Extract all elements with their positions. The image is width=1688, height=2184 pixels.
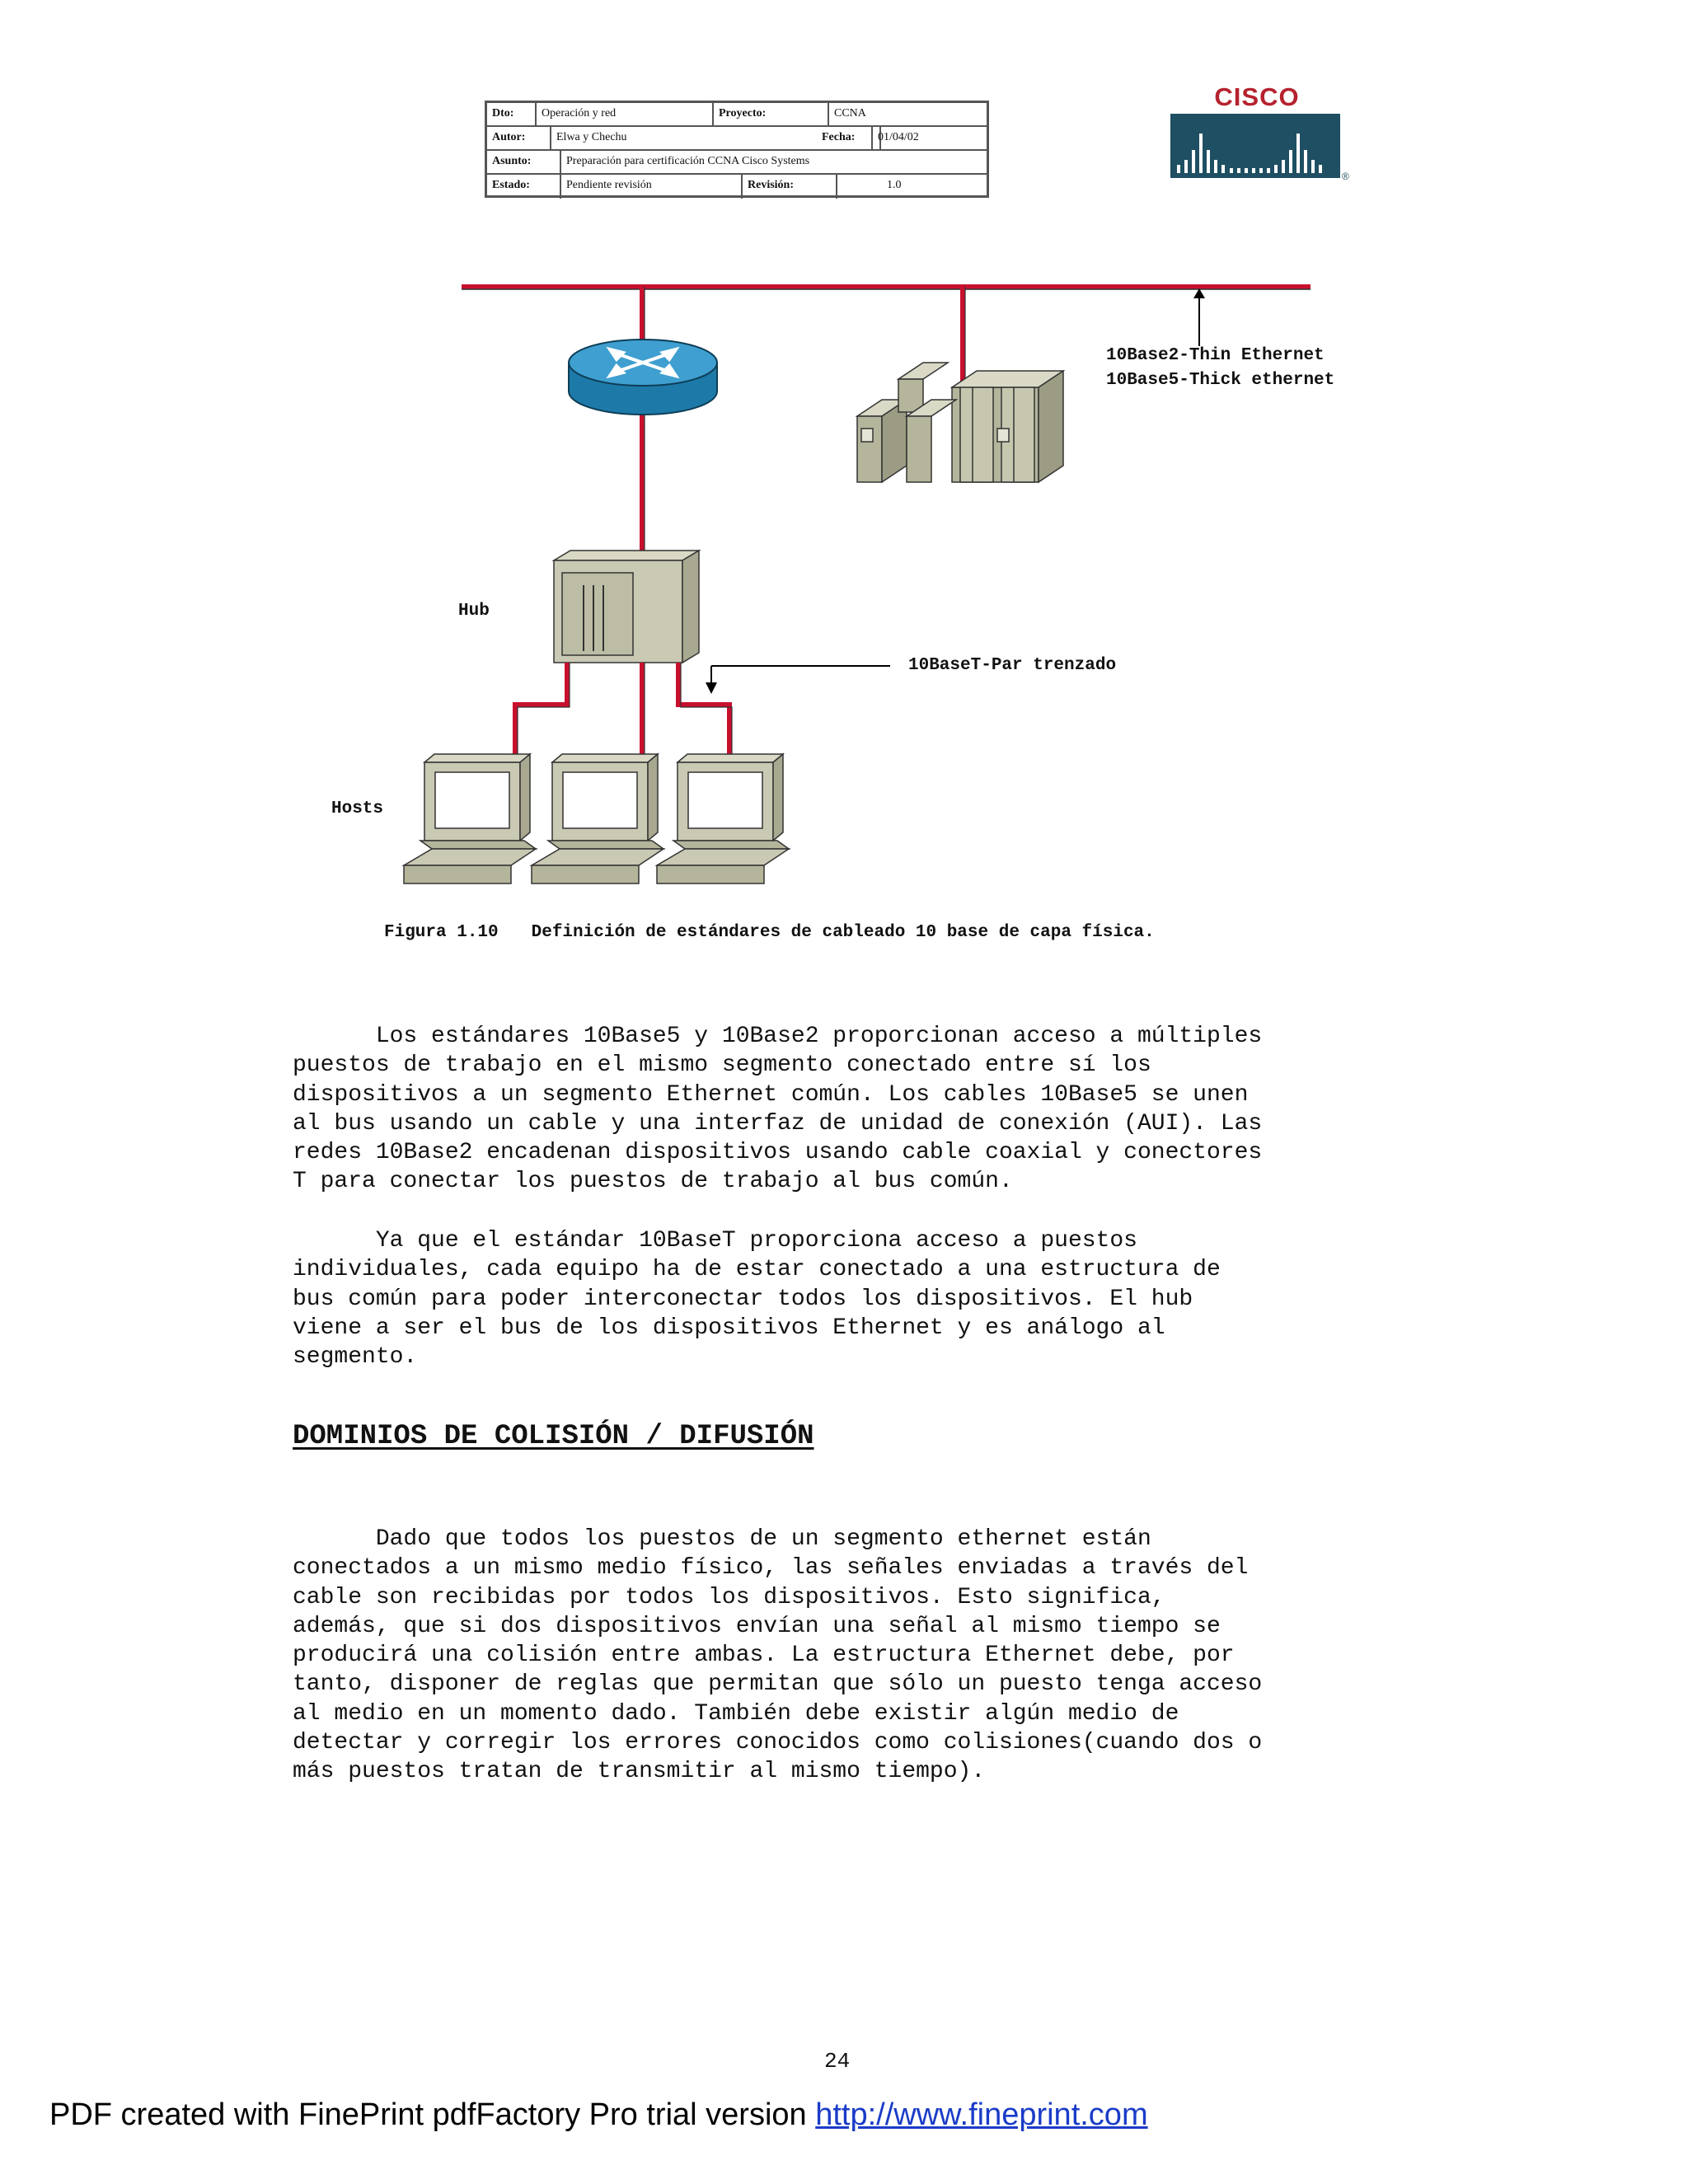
hosts-label: Hosts: [331, 799, 384, 818]
dept-value: Operación y red: [537, 103, 714, 125]
project-label: Proyecto:: [714, 103, 829, 125]
author-value: Elwa y Chechu: [551, 127, 881, 149]
date-label: Fecha:: [817, 127, 873, 149]
figure-number: Figura 1.10: [384, 923, 499, 942]
hub-icon: [554, 551, 699, 663]
dept-label: Dto:: [487, 103, 537, 125]
host-computer-icon-2: [532, 754, 663, 883]
hub-label: Hub: [458, 602, 490, 621]
paragraph-1: Los estándares 10Base5 y 10Base2 proporcionan acceso a múltiples puestos de trabajo en el mismo segmento conectado entre sí los dispositivos a un segmento Ethernet común. Los cables 10Base5 se unen al bus usando un cable y una interfaz de unidad de conexión (AUI). Las redes 10Base2 encadenan dispositivos usando cable coaxial y conectores T para conectar los puestos de trabajo al bus común.: [293, 1024, 1263, 1195]
host-computer-icon-3: [657, 754, 789, 883]
figure-caption: [384, 923, 1188, 942]
page-number: 24: [824, 2049, 851, 2074]
footer-text: PDF created with FinePrint pdfFactory Pro trial version: [49, 2097, 816, 2132]
pdf-footer: [49, 2097, 1148, 2133]
footer-link[interactable]: http://www.fineprint.com: [815, 2097, 1148, 2132]
project-value: CCNA: [834, 107, 866, 120]
subject-value: Preparación para certificación CCNA Cisco Systems: [566, 155, 810, 167]
figure-caption-text: Definición de estándares de cableado 10 base de capa física.: [531, 923, 1155, 942]
bus-pointer-arrow-icon: [1193, 288, 1205, 298]
twisted-pair-arrow-icon: [706, 682, 717, 694]
host-cables: [515, 663, 729, 758]
subject-label: Asunto:: [487, 151, 561, 173]
paragraph-2: Ya que el estándar 10BaseT proporciona acceso a puestos individuales, cada equipo ha de estar conectado a una estructura de bus común para poder interconectar todos los dispositivos. El hub viene a ser el bus de los dispositivos Ethernet y es análogo al segmento.: [293, 1228, 1221, 1371]
paragraph-3: Dado que todos los puestos de un segmento ethernet están conectados a un mismo medio físico, las señales enviadas a través del cable son recibidas por todos los dispositivos. Esto significa, además, que si dos dispositivos envían una señal al mismo tiempo se producirá una colisión entre ambas. La estructura Ethernet debe, por tanto, disponer de reglas que permitan que sólo un puesto tenga acceso al medio en un momento dado. También debe existir algún medio de detectar y corregir los errores conocidos como colisiones(cuando dos o más puestos tratan de transmitir al mismo tiempo).: [293, 1526, 1263, 1785]
bus-label-thin: 10Base2-Thin Ethernet: [1106, 346, 1325, 365]
section-heading: DOMINIOS DE COLISIÓN / DIFUSIÓN: [293, 1421, 814, 1452]
revision-label: Revisión:: [743, 175, 837, 199]
twisted-pair-label: 10BaseT-Par trenzado: [908, 656, 1117, 675]
revision-value: 1.0: [887, 179, 902, 191]
date-value: 01/04/02: [878, 131, 919, 143]
registered-mark: ®: [1342, 171, 1349, 181]
host-computer-icon-1: [404, 754, 536, 883]
bus-label-thick: 10Base5-Thick ethernet: [1106, 371, 1335, 390]
network-diagram: [0, 0, 1688, 907]
status-value: Pendiente revisión: [561, 175, 743, 199]
logo-text: CISCO: [1214, 82, 1300, 111]
router-icon: [569, 340, 717, 415]
status-label: Estado:: [487, 175, 561, 199]
author-label: Autor:: [487, 127, 551, 149]
